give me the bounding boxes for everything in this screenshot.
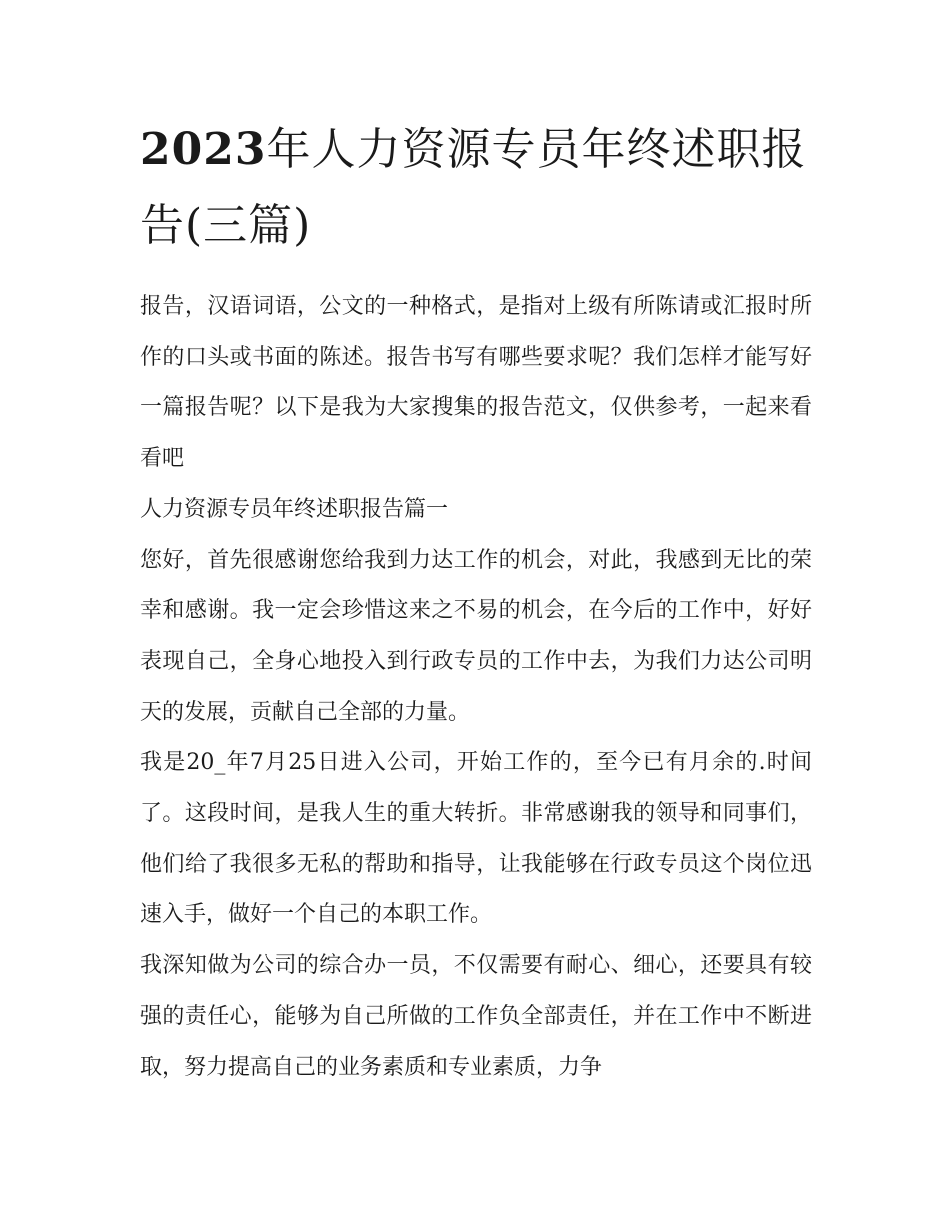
- title-text: 年人力资源专员年终述职报告(三篇): [140, 124, 807, 251]
- section-heading: 人力资源专员年终述职报告篇一: [140, 496, 449, 522]
- document-body: [140, 282, 812, 1093]
- title-year: 2023: [140, 124, 267, 175]
- body-paragraph: 我深知做为公司的综合办一员，不仅需要有耐心、细心，还要具有较强的责任心，能够为自己所做的工作负全部责任，并在工作中不断进取，努力提高自己的业务素质和专业素质，力争: [140, 953, 812, 1080]
- intro-paragraph: 报告，汉语词语，公文的一种格式，是指对上级有所陈请或汇报时所作的口头或书面的陈述。报告书写有哪些要求呢？我们怎样才能写好一篇报告呢？以下是我为大家搜集的报告范文，仅供参考，一起来看看吧: [140, 294, 812, 472]
- body-paragraph: 您好，首先很感谢您给我到力达工作的机会，对此，我感到无比的荣幸和感谢。我一定会珍惜这来之不易的机会，在今后的工作中，好好表现自己，全身心地投入到行政专员的工作中去，为我们力达公司明天的发展，贡献自己全部的力量。: [140, 547, 812, 725]
- document-title: [140, 112, 812, 264]
- body-paragraph: 我是20_年7月25日进入公司，开始工作的，至今已有月余的.时间了。这段时间，是我人生的重大转折。非常感谢我的领导和同事们，他们给了我很多无私的帮助和指导，让我能够在行政专员这个岗位迅速入手，做好一个自己的本职工作。: [140, 750, 812, 928]
- document-page: [140, 112, 812, 1093]
